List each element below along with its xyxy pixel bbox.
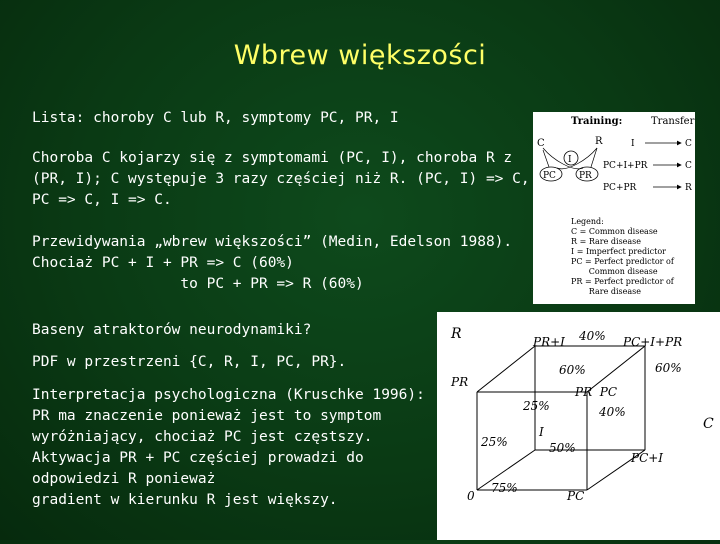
paragraph-predictions — [32, 232, 512, 295]
node-pc: PC — [543, 171, 556, 181]
legend-line: Legend: — [571, 217, 604, 226]
transfer-input: PC+I+PR — [603, 161, 648, 171]
cube-label-pc-i-pr: PC+I+PR — [623, 335, 683, 349]
legend-line: R = Rare disease — [571, 237, 642, 246]
paragraph-pdf-space: PDF w przestrzeni {C, R, I, PC, PR}. — [32, 354, 347, 370]
cube-label-i: I — [539, 425, 544, 439]
cube-label-25-a: 25% — [523, 399, 550, 413]
paragraph-interpretation — [32, 385, 425, 511]
paragraph-attractor-basins: Baseny atraktorów neurodynamiki? — [32, 322, 312, 338]
text-line: odpowiedzi R ponieważ — [32, 471, 216, 487]
transfer-input: PC+PR — [603, 183, 637, 193]
text-line: Aktywacja PR + PC częściej prowadzi do — [32, 450, 364, 466]
cube-diagram — [437, 312, 720, 540]
node-r: R — [595, 136, 603, 147]
cube-edge — [477, 346, 535, 392]
cube-label-75: 75% — [491, 481, 518, 495]
paragraph-disease-list: Lista: choroby C lub R, symptomy PC, PR, I — [32, 110, 399, 126]
text-line: (PR, I); C występuje 3 razy częściej niż R. (PC, I) => C, — [32, 171, 530, 187]
legend-line: Rare disease — [571, 287, 642, 296]
legend-line: PR = Perfect predictor of — [571, 277, 674, 286]
cube-label-40-top: 40% — [579, 329, 606, 343]
text-line: Chociaż PC + I + PR => C (60%) — [32, 255, 294, 271]
cube-label-25-b: 25% — [481, 435, 508, 449]
legend-line: C = Common disease — [571, 227, 658, 236]
cube-figure — [437, 312, 720, 540]
text-line: Interpretacja psychologiczna (Kruschke 1996): — [32, 387, 425, 403]
cube-label-pc: PC — [567, 489, 585, 503]
transfer-input: I — [631, 139, 635, 149]
training-transfer-figure — [533, 112, 695, 304]
transfer-output: C — [685, 139, 692, 149]
connection-line — [543, 150, 549, 167]
node-c: C — [537, 138, 545, 149]
cube-label-40-mid: 40% — [599, 405, 626, 419]
cube-label-c: C — [703, 416, 714, 432]
text-line: gradient w kierunku R jest większy. — [32, 492, 338, 508]
connection-line — [557, 148, 597, 169]
text-line: PR ma znaczenie ponieważ jest to symptom — [32, 408, 382, 424]
text-line: to PC + PR => R (60%) — [32, 276, 364, 292]
slide-title: Wbrew większości — [233, 40, 487, 71]
cube-label-60-a: 60% — [559, 363, 586, 377]
legend-line: I = Imperfect predictor — [571, 247, 667, 256]
transfer-output: R — [685, 183, 692, 193]
training-label: Training: — [571, 116, 623, 127]
training-diagram — [533, 112, 695, 304]
text-line: Choroba C kojarzy się z symptomami (PC, I), choroba R z — [32, 150, 513, 166]
legend-line: Common disease — [571, 267, 658, 276]
legend-line: PC = Perfect predictor of — [571, 257, 674, 266]
transfer-label: Transfer: — [651, 116, 695, 127]
transfer-output: C — [685, 161, 692, 171]
cube-label-pr-i: PR+I — [533, 335, 565, 349]
cube-label-pr-pc: PR PC — [575, 385, 617, 399]
cube-label-50: 50% — [549, 441, 576, 455]
text-line: wyróżniający, chociaż PC jest częstszy. — [32, 429, 373, 445]
connection-line — [543, 148, 583, 169]
cube-label-60-b: 60% — [655, 361, 682, 375]
cube-label-zero: 0 — [467, 489, 475, 503]
cube-label-pr: PR — [451, 375, 469, 389]
text-line: PC => C, I => C. — [32, 192, 172, 208]
text-line: Przewidywania „wbrew większości” (Medin, Edelson 1988). — [32, 234, 513, 250]
node-pr: PR — [579, 171, 592, 181]
cube-label-r: R — [451, 326, 462, 342]
node-i: I — [568, 155, 572, 165]
cube-label-pc-i: PC+I — [631, 451, 664, 465]
paragraph-associations — [32, 148, 530, 211]
